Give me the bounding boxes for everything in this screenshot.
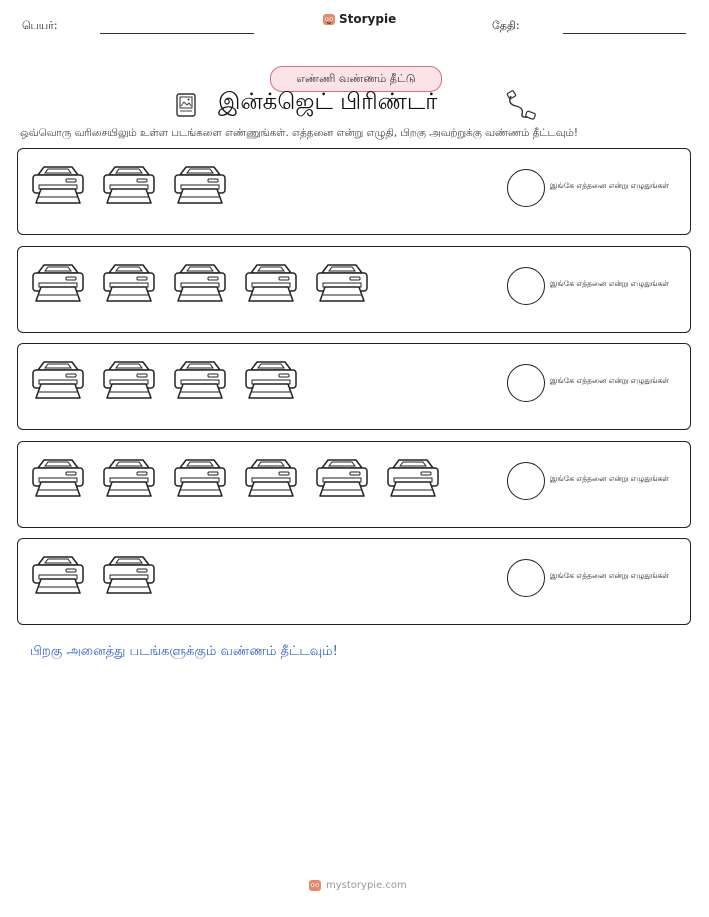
printer-icon <box>314 456 370 504</box>
printer-icon <box>243 456 299 504</box>
worksheet-header <box>0 0 709 50</box>
page-title: இன்க்ஜெட் பிரிண்டர் <box>218 89 438 115</box>
printer-icon <box>101 553 157 601</box>
printer-icon <box>30 261 86 309</box>
ink-cable-icon <box>504 90 538 120</box>
brand <box>322 12 396 26</box>
name-line[interactable] <box>100 33 254 34</box>
printer-group <box>30 358 299 410</box>
answer-hint: இங்கே எத்தனை என்று எழுதுங்கள் <box>550 473 670 483</box>
answer-hint: இங்கே எத்தனை என்று எழுதுங்கள் <box>550 278 670 288</box>
printer-group <box>30 553 157 605</box>
printer-icon <box>30 553 86 601</box>
answer-circle[interactable] <box>507 559 545 597</box>
answer-hint: இங்கே எத்தனை என்று எழுதுங்கள் <box>550 571 670 580</box>
printer-icon <box>314 261 370 309</box>
answer-circle[interactable] <box>507 169 545 207</box>
name-label: பெயர்: <box>22 19 58 32</box>
printer-icon <box>385 456 441 504</box>
printer-icon <box>243 261 299 309</box>
printer-icon <box>101 456 157 504</box>
answer-circle[interactable] <box>507 364 545 402</box>
photo-print-icon <box>174 92 198 118</box>
footer <box>308 878 407 892</box>
printer-icon <box>101 163 157 211</box>
instructions: ஒவ்வொரு வரிசையிலும் உள்ள படங்களை எண்ணுங்கள். எத்தனை என்று எழுதி, பிறகு அவற்றுக்கு வண்ணம் தீட்டவும்! <box>20 127 578 139</box>
printer-icon <box>30 456 86 504</box>
answer-hint: இங்கே எத்தனை என்று எழுதுங்கள் <box>550 181 670 190</box>
storypie-logo-icon <box>322 12 336 26</box>
printer-icon <box>101 358 157 406</box>
printer-group <box>30 261 370 313</box>
answer-circle[interactable] <box>507 462 545 500</box>
activity-badge: எண்ணி வண்ணம் தீட்டு <box>270 66 442 92</box>
printer-icon <box>172 456 228 504</box>
storypie-footer-logo-icon <box>308 878 322 892</box>
printer-icon <box>172 163 228 211</box>
answer-circle[interactable] <box>507 267 545 305</box>
printer-group <box>30 456 441 508</box>
brand-name: Storypie <box>339 12 397 26</box>
printer-icon <box>172 358 228 406</box>
title-row <box>0 88 709 124</box>
counting-row <box>17 148 691 235</box>
answer-hint: இங்கே எத்தனை என்று எழுதுங்கள் <box>550 376 670 385</box>
date-label: தேதி: <box>492 19 520 32</box>
footer-note: பிறகு அனைத்து படங்களுக்கும் வண்ணம் தீட்டவும்! <box>30 644 338 659</box>
printer-icon <box>30 358 86 406</box>
printer-icon <box>101 261 157 309</box>
printer-group <box>30 163 228 215</box>
printer-icon <box>243 358 299 406</box>
counting-row <box>17 343 691 430</box>
counting-row <box>17 441 691 528</box>
date-line[interactable] <box>563 33 686 34</box>
counting-row <box>17 246 691 333</box>
printer-icon <box>30 163 86 211</box>
counting-row <box>17 538 691 625</box>
printer-icon <box>172 261 228 309</box>
footer-url: mystorypie.com <box>326 879 407 891</box>
